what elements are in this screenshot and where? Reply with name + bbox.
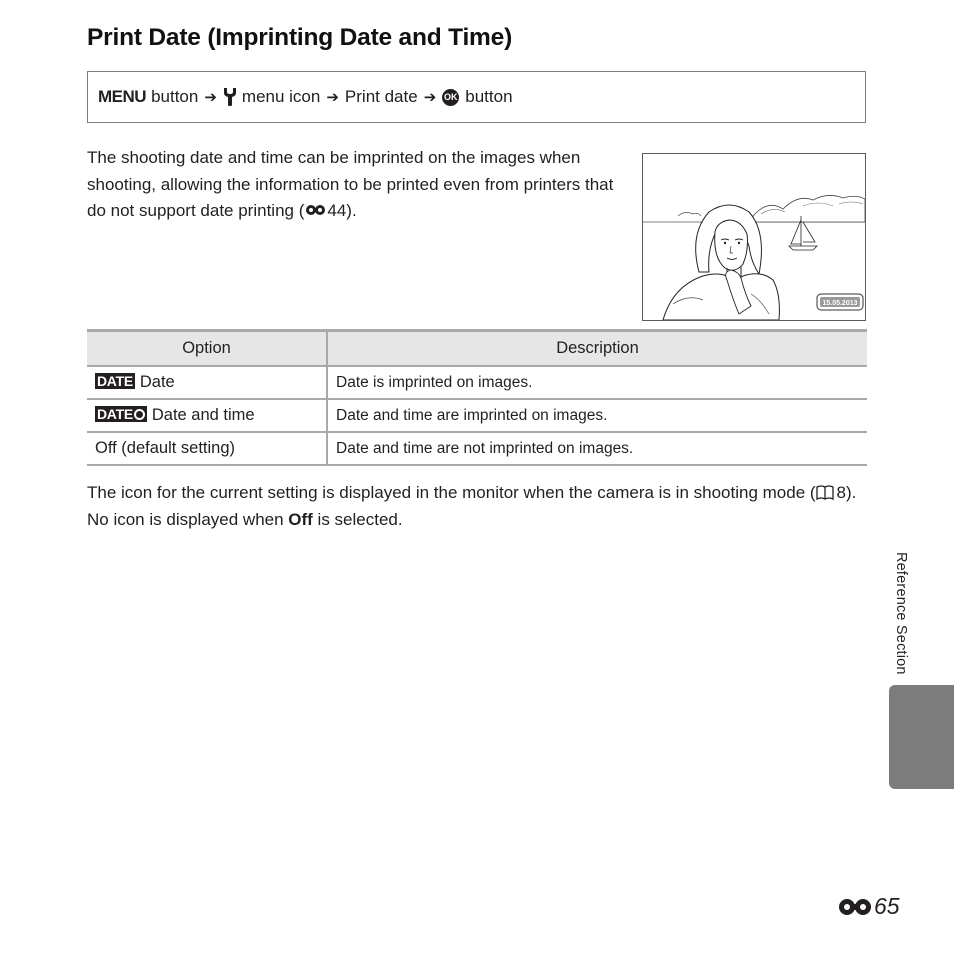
page-number-text: 65	[874, 893, 900, 919]
note-text: The icon for the current setting is displayed in the monitor when the camera is in shooting mode (	[87, 483, 816, 502]
options-table	[87, 329, 867, 466]
option-cell	[87, 432, 327, 465]
table-header-option: Option	[87, 331, 327, 367]
date-stamp: 15.05.2013	[822, 300, 858, 307]
date-icon: DATE	[97, 373, 133, 389]
table-header-description: Description	[327, 331, 867, 367]
intro-text: The shooting date and time can be imprinted on the images when shooting, allowing the information to be printed even from printers that do not support date printing (	[87, 148, 614, 220]
book-icon	[816, 485, 834, 500]
option-label: Off (default setting)	[95, 439, 236, 457]
reference-section-icon	[305, 204, 326, 216]
section-side-label: Reference Section	[893, 552, 909, 675]
ok-button-icon: OK	[442, 89, 459, 106]
table-row	[87, 366, 867, 399]
option-cell	[87, 366, 327, 399]
menu-path-box	[87, 71, 866, 123]
sample-photo-illustration	[643, 154, 865, 320]
intro-paragraph	[87, 145, 617, 225]
option-label: Date and time	[151, 406, 255, 424]
menu-path-item: Print date	[344, 87, 418, 106]
arrow-icon: ➔	[326, 89, 339, 106]
description-cell: Date and time are imprinted on images.	[327, 399, 867, 432]
date-and-time-icon	[95, 406, 147, 422]
note-text: ). No icon is displayed when	[87, 483, 857, 529]
menu-path-ok-label: button	[465, 87, 513, 106]
page-title: Print Date (Imprinting Date and Time)	[87, 24, 513, 51]
wrench-icon	[223, 88, 237, 106]
table-row	[87, 432, 867, 465]
menu-button-icon: MENU	[98, 87, 147, 106]
sample-photo	[642, 153, 866, 321]
option-cell	[87, 399, 327, 432]
date-and-time-icon-text: DATE	[97, 406, 133, 422]
page-number	[838, 893, 900, 920]
option-label: Date	[139, 373, 175, 391]
menu-path-button-label: button	[151, 87, 199, 106]
table-header-row	[87, 331, 867, 367]
menu-path-menu-icon-label: menu icon	[241, 87, 321, 106]
off-keyword: Off	[288, 509, 313, 529]
table-row	[87, 399, 867, 432]
reference-section-icon	[838, 898, 872, 916]
section-tab	[889, 685, 954, 789]
note-paragraph	[87, 480, 867, 533]
arrow-icon: ➔	[204, 89, 217, 106]
description-cell: Date and time are not imprinted on images.	[327, 432, 867, 465]
note-ref-page: 8	[836, 483, 847, 502]
intro-text-end: ).	[346, 201, 357, 220]
clock-icon	[134, 409, 145, 420]
description-cell: Date is imprinted on images.	[327, 366, 867, 399]
intro-ref-page: 44	[327, 201, 347, 220]
note-text: is selected.	[312, 509, 403, 529]
arrow-icon: ➔	[423, 89, 437, 106]
